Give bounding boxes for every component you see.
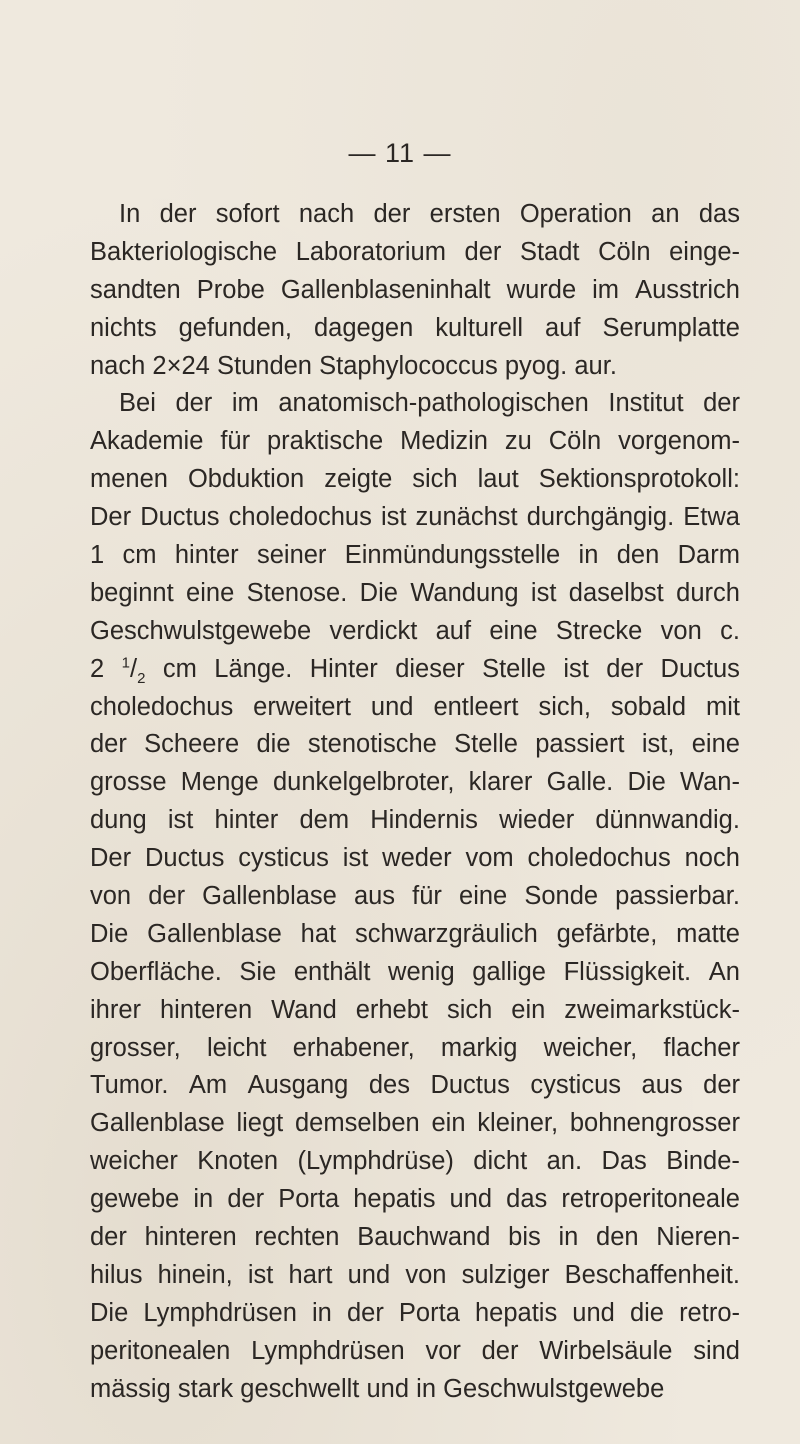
text-line: der hinteren rechten Bauchwand bis in den Nieren- <box>90 1223 740 1252</box>
text-line: Die Lymphdrüsen in der Porta hepatis und die retro- <box>90 1298 740 1327</box>
text-line: der Scheere die stenotische Stelle passiert ist, eine <box>90 730 740 759</box>
text-line: Geschwulstgewebe verdickt auf eine Strecke von c. <box>90 616 740 645</box>
text-line: Bakteriologische Laboratorium der Stadt Cöln einge- <box>90 237 740 266</box>
text-line: hilus hinein, ist hart und von sulziger Beschaffenheit. <box>90 1260 740 1289</box>
text-line: Bei der im anatomisch-pathologischen Institut der <box>119 389 740 418</box>
text-line: nach 2×24 Stunden Staphylococcus pyog. aur. <box>90 351 617 380</box>
text-line: In der sofort nach der ersten Operation an das <box>119 200 740 228</box>
text-line: beginnt eine Stenose. Die Wandung ist daselbst durch <box>90 578 740 607</box>
text-line: menen Obduktion zeigte sich laut Sektionsprotokoll: <box>90 465 740 494</box>
text-line: weicher Knoten (Lymphdrüse) dicht an. Das Binde- <box>90 1147 740 1176</box>
text-line: Die Gallenblase hat schwarzgräulich gefärbte, matte <box>90 919 740 948</box>
page-number: — 11 — <box>348 138 452 168</box>
text-line: Tumor. Am Ausgang des Ductus cysticus aus der <box>90 1071 740 1100</box>
text-line: sandten Probe Gallenblaseninhalt wurde im Ausstrich <box>90 275 740 304</box>
text-line: 2 $^1/_2$ cm Länge. Hinter dieser Stelle ist der Ductus <box>90 654 740 687</box>
text-line: von der Gallenblase aus für eine Sonde passierbar. <box>90 882 740 911</box>
text-line: Gallenblase liegt demselben ein kleiner, bohnengrosser <box>90 1109 740 1138</box>
text-line: nichts gefunden, dagegen kulturell auf Serumplatte <box>90 313 740 342</box>
text-line: grosser, leicht erhabener, markig weicher, flacher <box>90 1033 740 1062</box>
text-line: choledochus erweitert und entleert sich, sobald mit <box>90 692 740 721</box>
text-line: ihrer hinteren Wand erhebt sich ein zweimarkstück- <box>90 995 740 1024</box>
text-line: dung ist hinter dem Hindernis wieder dünnwandig. <box>90 806 740 835</box>
text-line: peritonealen Lymphdrüsen vor der Wirbelsäule sind <box>90 1336 740 1365</box>
text-line: gewebe in der Porta hepatis und das retroperitoneale <box>90 1185 740 1214</box>
text-line: Der Ductus choledochus ist zunächst durchgängig. Etwa <box>90 503 740 532</box>
body-text <box>90 196 740 1409</box>
text-line: grosse Menge dunkelgelbroter, klarer Galle. Die Wan- <box>90 768 740 797</box>
text-line: mässig stark geschwellt und in Geschwulstgewebe <box>90 1374 665 1403</box>
text-line: Oberfläche. Sie enthält wenig gallige Flüssigkeit. An <box>90 957 740 986</box>
text-line: Der Ductus cysticus ist weder vom choledochus noch <box>90 844 740 873</box>
text-line: 1 cm hinter seiner Einmündungsstelle in den Darm <box>90 541 740 570</box>
text-line: Akademie für praktische Medizin zu Cöln vorgenom- <box>90 427 740 456</box>
